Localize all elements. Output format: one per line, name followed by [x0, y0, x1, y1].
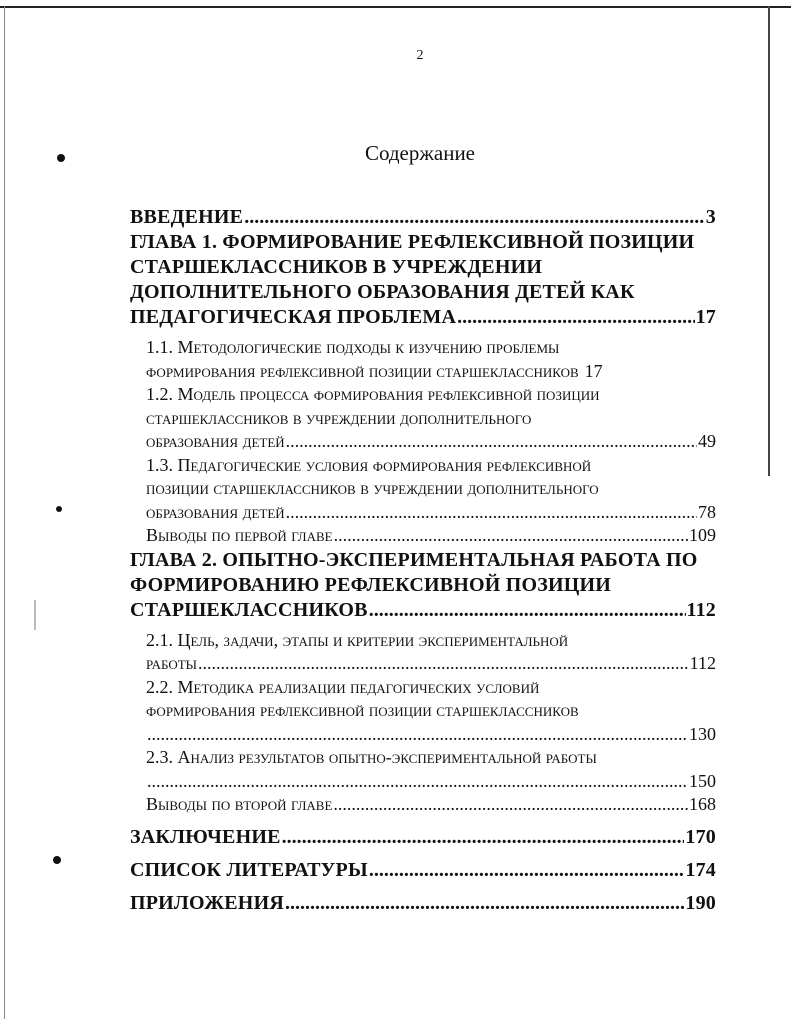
toc-line: ГЛАВА 1. ФОРМИРОВАНИЕ РЕФЛЕКСИВНОЙ ПОЗИЦИИ	[130, 231, 695, 253]
toc-label: образования детей	[146, 501, 285, 522]
table-of-contents	[130, 205, 716, 916]
dot-leader	[369, 858, 685, 883]
dot-leader	[286, 430, 697, 454]
toc-line: 1.2. Модель процесса формирования рефлексивной позиции	[146, 384, 600, 404]
page-number: 2	[416, 48, 424, 63]
page-title: Содержание	[364, 141, 476, 165]
scan-speck	[34, 600, 36, 630]
toc-line: позиции старшеклассников в учреждении дополнительного	[146, 478, 599, 498]
toc-page: 109	[689, 525, 716, 545]
dot-leader	[286, 501, 697, 525]
dot-leader	[244, 205, 705, 230]
toc-label: ВВЕДЕНИЕ	[130, 206, 244, 228]
dot-leader	[282, 825, 685, 850]
toc-line: ФОРМИРОВАНИЮ РЕФЛЕКСИВНОЙ ПОЗИЦИИ	[130, 573, 612, 596]
toc-label: Выводы по второй главе	[146, 794, 333, 814]
toc-page: 168	[689, 794, 716, 814]
dot-leader	[147, 723, 688, 747]
dot-leader	[333, 793, 688, 817]
toc-line: 2.1. Цель, задачи, этапы и критерии экспериментальной	[146, 629, 569, 650]
toc-line: 2.3. Анализ результатов опытно-экспериментальной работы	[146, 747, 597, 767]
dot-leader	[198, 652, 689, 676]
toc-line: 1.3. Педагогические условия формирования рефлексивной	[146, 454, 592, 475]
toc-page: 49	[698, 431, 716, 451]
toc-entry-introduction[interactable]	[130, 205, 716, 230]
toc-entry-chapter-1-conclusions[interactable]	[146, 524, 716, 548]
toc-page: 112	[689, 653, 716, 673]
toc-line: 2.2. Методика реализации педагогических условий	[146, 676, 540, 697]
toc-page: 3	[705, 206, 716, 228]
toc-page: 112	[686, 598, 716, 621]
toc-line: ГЛАВА 2. ОПЫТНО-ЭКСПЕРИМЕНТАЛЬНАЯ РАБОТА ПО	[130, 548, 698, 571]
toc-page: 78	[698, 501, 716, 522]
toc-entry-appendices[interactable]	[130, 891, 716, 916]
toc-entry-section-2-3[interactable]	[146, 746, 716, 793]
toc-entry-chapter-2-conclusions[interactable]	[146, 793, 716, 817]
toc-page: 130	[689, 723, 716, 744]
punch-hole-dot	[53, 856, 61, 864]
toc-label: СТАРШЕКЛАССНИКОВ	[130, 598, 368, 621]
toc-page: 150	[689, 770, 716, 791]
toc-page: 174	[685, 858, 716, 881]
toc-label: Выводы по первой главе	[146, 525, 333, 545]
toc-line: СТАРШЕКЛАССНИКОВ В УЧРЕЖДЕНИИ	[130, 256, 543, 278]
toc-label: образования детей	[146, 431, 285, 451]
toc-entry-conclusion[interactable]	[130, 825, 716, 850]
toc-entry-chapter-2[interactable]	[130, 548, 716, 623]
toc-line: старшеклассников в учреждении дополнительного	[146, 407, 532, 428]
toc-label: ЗАКЛЮЧЕНИЕ	[130, 825, 281, 848]
toc-entry-section-1-3[interactable]	[146, 454, 716, 525]
toc-page: 190	[685, 891, 716, 914]
dot-leader	[285, 891, 684, 916]
toc-entry-section-2-2[interactable]	[146, 676, 716, 747]
dot-leader	[334, 524, 688, 548]
toc-label: СПИСОК ЛИТЕРАТУРЫ	[130, 858, 368, 881]
dot-leader	[147, 770, 688, 794]
scan-edge-top	[0, 6, 791, 8]
dot-leader	[369, 598, 686, 623]
toc-entry-section-1-1[interactable]	[146, 336, 716, 383]
toc-line: формирования рефлексивной позиции старшеклассников	[146, 700, 579, 720]
toc-line: ДОПОЛНИТЕЛЬНОГО ОБРАЗОВАНИЯ ДЕТЕЙ КАК	[130, 281, 635, 303]
toc-label: ПРИЛОЖЕНИЯ	[130, 891, 284, 914]
toc-page: 17	[695, 306, 716, 328]
dot-leader	[457, 305, 694, 330]
toc-label: формирования рефлексивной позиции старшеклассников	[146, 360, 579, 381]
toc-page: 17	[584, 360, 603, 381]
toc-entry-references[interactable]	[130, 858, 716, 883]
toc-entry-section-1-2[interactable]	[146, 383, 716, 454]
toc-label: ПЕДАГОГИЧЕСКАЯ ПРОБЛЕМА	[130, 306, 457, 328]
punch-hole-dot	[56, 506, 62, 512]
toc-entry-section-2-1[interactable]	[146, 629, 716, 676]
toc-label: работы	[146, 653, 197, 673]
toc-entry-chapter-1[interactable]	[130, 230, 716, 330]
toc-line: 1.1. Методологические подходы к изучению проблемы	[146, 337, 560, 357]
toc-page: 170	[685, 825, 716, 848]
scan-edge-right	[768, 6, 770, 476]
